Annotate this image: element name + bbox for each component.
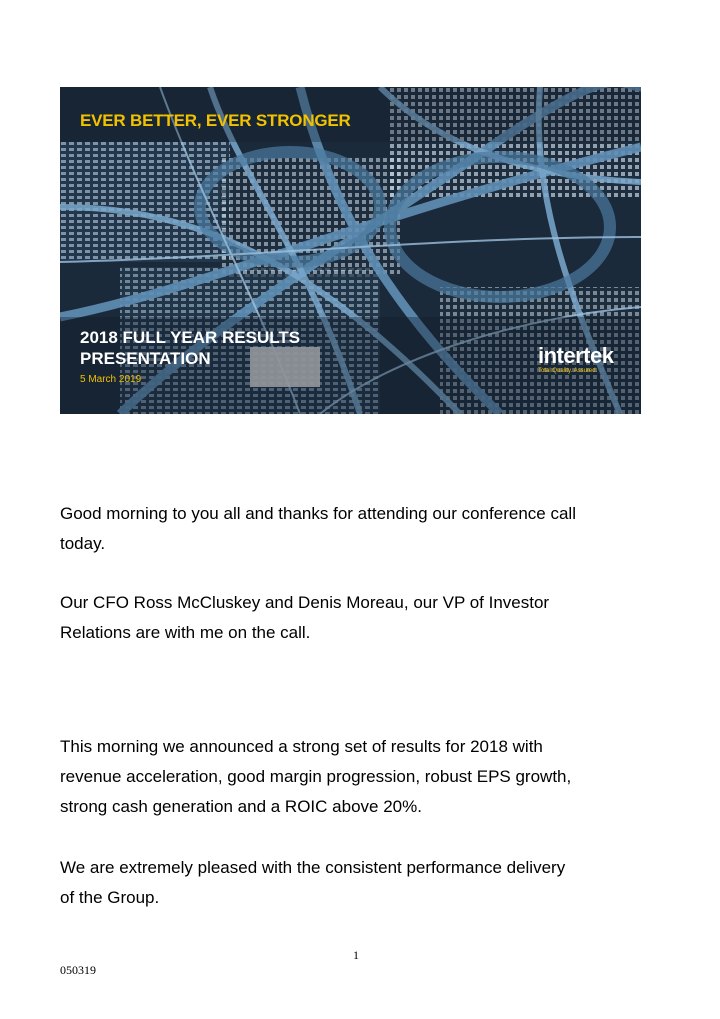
paragraph-results bbox=[60, 732, 660, 822]
intertek-logo: intertek bbox=[538, 343, 614, 368]
footer-code: 050319 bbox=[60, 963, 96, 977]
paragraph-attendees bbox=[60, 588, 660, 648]
slide-headline bbox=[80, 111, 351, 131]
slide-title-line2: PRESENTATION bbox=[80, 349, 211, 368]
paragraph-line: Our CFO Ross McCluskey and Denis Moreau, our VP of Investor bbox=[60, 593, 550, 612]
slide-headline-part2: EVER STRONGER bbox=[205, 111, 351, 130]
paragraph-line: today. bbox=[60, 534, 106, 553]
page-number: 1 bbox=[353, 948, 359, 962]
paragraph-line: Relations are with me on the call. bbox=[60, 623, 311, 642]
paragraph-performance bbox=[60, 853, 660, 913]
slide-headline-part1: EVER BETTER, bbox=[80, 111, 202, 130]
slide-date: 5 March 2019 bbox=[80, 374, 142, 385]
cover-slide-image bbox=[60, 87, 641, 414]
slide-title-line1: 2018 FULL YEAR RESULTS bbox=[80, 328, 301, 347]
logo-tagline: Total Quality. Assured. bbox=[538, 368, 598, 374]
paragraph-line: We are extremely pleased with the consistent performance delivery bbox=[60, 858, 566, 877]
slide-title bbox=[80, 327, 300, 369]
paragraph-line: Good morning to you all and thanks for attending our conference call bbox=[60, 504, 576, 523]
paragraph-line: of the Group. bbox=[60, 888, 160, 907]
paragraph-line: strong cash generation and a ROIC above 20%. bbox=[60, 797, 422, 816]
paragraph-line: revenue acceleration, good margin progression, robust EPS growth, bbox=[60, 767, 572, 786]
paragraph-line: This morning we announced a strong set of results for 2018 with bbox=[60, 737, 543, 756]
paragraph-greeting bbox=[60, 499, 660, 559]
